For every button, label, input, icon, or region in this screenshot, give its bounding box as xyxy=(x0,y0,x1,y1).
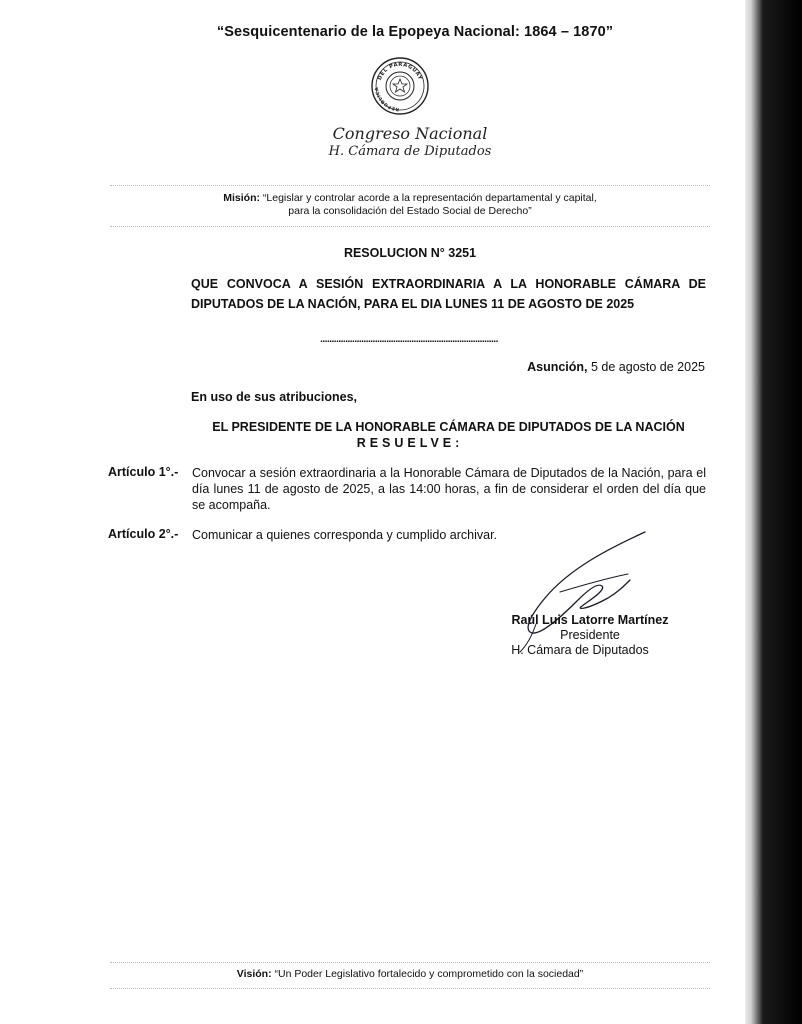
article-2-text: Comunicar a quienes corresponda y cumplido archivar. xyxy=(192,528,498,542)
divider-top xyxy=(110,185,710,186)
vision-statement xyxy=(150,968,670,980)
divider-vision-bottom xyxy=(110,988,710,989)
signatory-role: Presidente xyxy=(560,628,620,642)
mission-text-line2: para la consolidación del Estado Social de Derecho” xyxy=(288,205,532,217)
scan-edge-shadow xyxy=(745,0,802,1024)
preamble: En uso de sus atribuciones, xyxy=(191,390,358,404)
article-2-label: Artículo 2°.- xyxy=(108,527,179,541)
resolution-title: QUE CONVOCA A SESIÓN EXTRAORDINARIA A LA HONORABLE CÁMARA DE DIPUTADOS DE LA NACIÓN, PARA EL DIA LUNES 11 DE AGOSTO DE 2025 xyxy=(191,277,706,311)
institution-name: Congreso Nacional xyxy=(332,124,488,143)
date-city: Asunción, xyxy=(527,360,588,374)
resolution-number: RESOLUCION N° 3251 xyxy=(343,246,477,260)
dotted-separator: .............................................................................. xyxy=(320,334,498,345)
seal-left-text: REPUBLICA xyxy=(374,86,400,112)
authority-line: EL PRESIDENTE DE LA HONORABLE CÁMARA DE DIPUTADOS DE LA NACIÓN xyxy=(212,420,685,434)
article-1-label: Artículo 1°.- xyxy=(108,465,179,479)
article-1-text: Convocar a sesión extraordinaria a la Honorable Cámara de Diputados de la Nación, para el día lunes 11 de agosto de 2025, a las 14:00 horas, a fin de considerar el orden del día que se acompaña. xyxy=(192,466,706,512)
signatory-organization: H. Cámara de Diputados xyxy=(511,643,649,657)
vision-label: Visión: xyxy=(236,968,272,980)
seal-top-text: DEL PARAGUAY xyxy=(376,61,424,82)
motto-header: “Sesquicentenario de la Epopeya Nacional: 1864 – 1870” xyxy=(216,24,614,40)
vision-text: “Un Poder Legislativo fortalecido y comprometido con la sociedad” xyxy=(274,968,584,980)
national-seal-icon xyxy=(370,56,430,116)
signatory-name: Raúl Luis Latorre Martínez xyxy=(511,613,669,627)
mission-text-line1: “Legislar y controlar acorde a la representación departamental y capital, xyxy=(262,192,597,204)
resolves-heading: RESUELVE: xyxy=(356,436,464,450)
mission-statement xyxy=(150,192,670,218)
date-value: 5 de agosto de 2025 xyxy=(591,360,705,374)
divider-mission xyxy=(110,226,710,227)
chamber-name: H. Cámara de Diputados xyxy=(328,144,492,159)
mission-label: Misión: xyxy=(223,192,260,204)
document-date xyxy=(450,360,705,374)
divider-vision-top xyxy=(110,962,710,963)
